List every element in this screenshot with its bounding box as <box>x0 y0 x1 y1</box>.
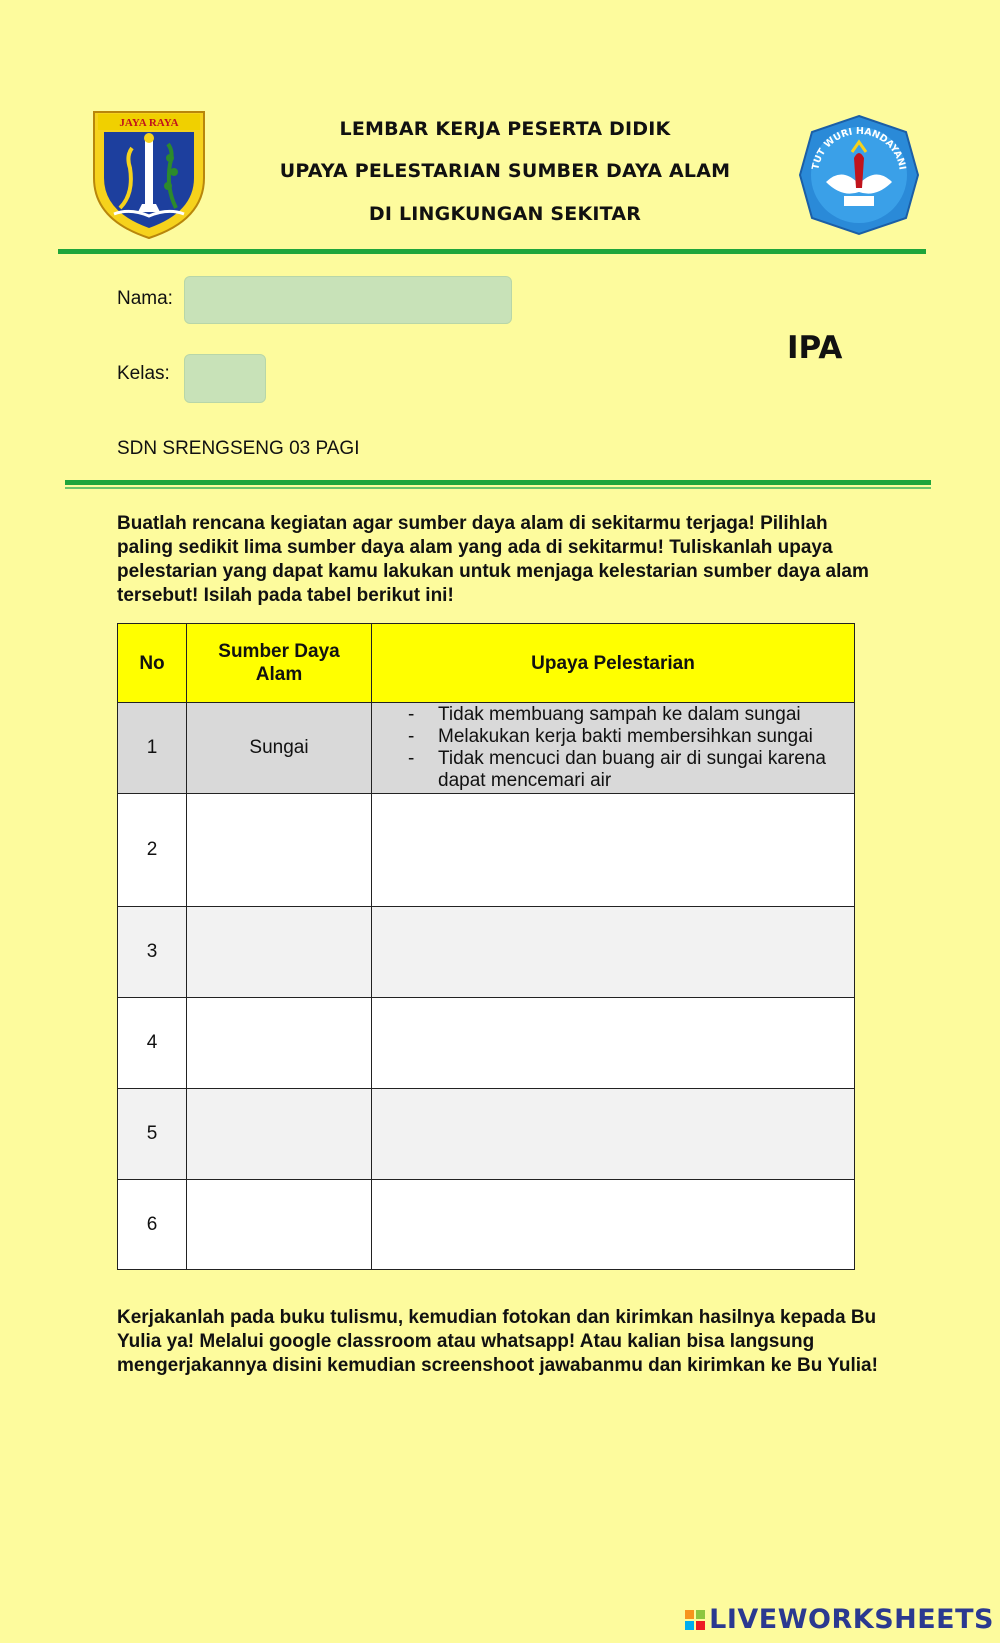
class-input[interactable] <box>184 354 266 403</box>
row-no: 5 <box>118 1089 187 1180</box>
row-source-input[interactable] <box>187 1089 372 1180</box>
row-source-input[interactable] <box>187 794 372 907</box>
right-logo-motto: TUT WURI HANDAYANI <box>810 125 908 171</box>
row-no: 2 <box>118 794 187 907</box>
jakarta-crest-logo <box>90 108 208 240</box>
effort-item: - Tidak membuang sampah ke dalam sungai <box>408 704 840 726</box>
row-efforts-input[interactable] <box>372 1180 855 1270</box>
row-source-input[interactable] <box>187 998 372 1089</box>
effort-item: - Melakukan kerja bakti membersihkan sungai <box>408 726 840 748</box>
name-label: Nama: <box>117 288 173 309</box>
header-divider <box>58 249 926 254</box>
header-efforts: Upaya Pelestarian <box>372 624 855 703</box>
table-row <box>118 794 855 907</box>
row-efforts <box>372 703 855 794</box>
effort-item: - Tidak mencuci dan buang air di sungai karena dapat mencemari air <box>408 748 840 792</box>
header-no: No <box>118 624 187 703</box>
section-divider <box>65 480 931 485</box>
row-source: Sungai <box>187 703 372 794</box>
table-row <box>118 1180 855 1270</box>
table-row <box>118 998 855 1089</box>
name-input[interactable] <box>184 276 512 324</box>
row-no: 3 <box>118 907 187 998</box>
tut-wuri-handayani-logo <box>796 112 922 238</box>
row-no: 1 <box>118 703 187 794</box>
liveworksheets-brand: LIVEWORKSHEETS <box>709 1604 994 1635</box>
row-efforts-input[interactable] <box>372 998 855 1089</box>
row-no: 4 <box>118 998 187 1089</box>
worksheet-title: LEMBAR KERJA PESERTA DIDIK <box>339 118 671 140</box>
worksheet-topic: UPAYA PELESTARIAN SUMBER DAYA ALAM <box>279 160 731 182</box>
closing-text: Kerjakanlah pada buku tulismu, kemudian fotokan dan kirimkan hasilnya kepada Bu Yulia ya! Melalui google classroom atau whatsapp! Atau kalian bisa langsung mengerjakannya disini kemudian screenshoot jawabanmu dan kirimkan ke Bu Yulia! <box>117 1307 878 1376</box>
table-header-row <box>118 624 855 703</box>
liveworksheets-mark-icon <box>685 1610 705 1630</box>
liveworksheets-logo[interactable] <box>685 1604 994 1635</box>
subject-label: IPA <box>787 330 843 366</box>
school-name: SDN SRENGSENG 03 PAGI <box>117 438 360 459</box>
table-row <box>118 703 855 794</box>
worksheet-subtopic: DI LINGKUNGAN SEKITAR <box>368 203 642 225</box>
row-efforts-input[interactable] <box>372 1089 855 1180</box>
table-row <box>118 1089 855 1180</box>
row-efforts-input[interactable] <box>372 794 855 907</box>
table-row <box>118 907 855 998</box>
header-source: Sumber Daya Alam <box>187 624 372 703</box>
section-divider-thin <box>65 487 931 489</box>
row-no: 6 <box>118 1180 187 1270</box>
row-source-input[interactable] <box>187 1180 372 1270</box>
instructions-text: Buatlah rencana kegiatan agar sumber daya alam di sekitarmu terjaga! Pilihlah paling sedikit lima sumber daya alam yang ada di sekitarmu! Tuliskanlah upaya pelestarian yang dapat kamu lakukan untuk menjaga kelestarian sumber daya alam tersebut! Isilah pada tabel berikut ini! <box>117 513 869 606</box>
conservation-plan-table <box>117 623 855 1270</box>
row-efforts-input[interactable] <box>372 907 855 998</box>
crest-motto: JAYA RAYA <box>119 117 179 129</box>
class-label: Kelas: <box>117 363 170 384</box>
row-source-input[interactable] <box>187 907 372 998</box>
